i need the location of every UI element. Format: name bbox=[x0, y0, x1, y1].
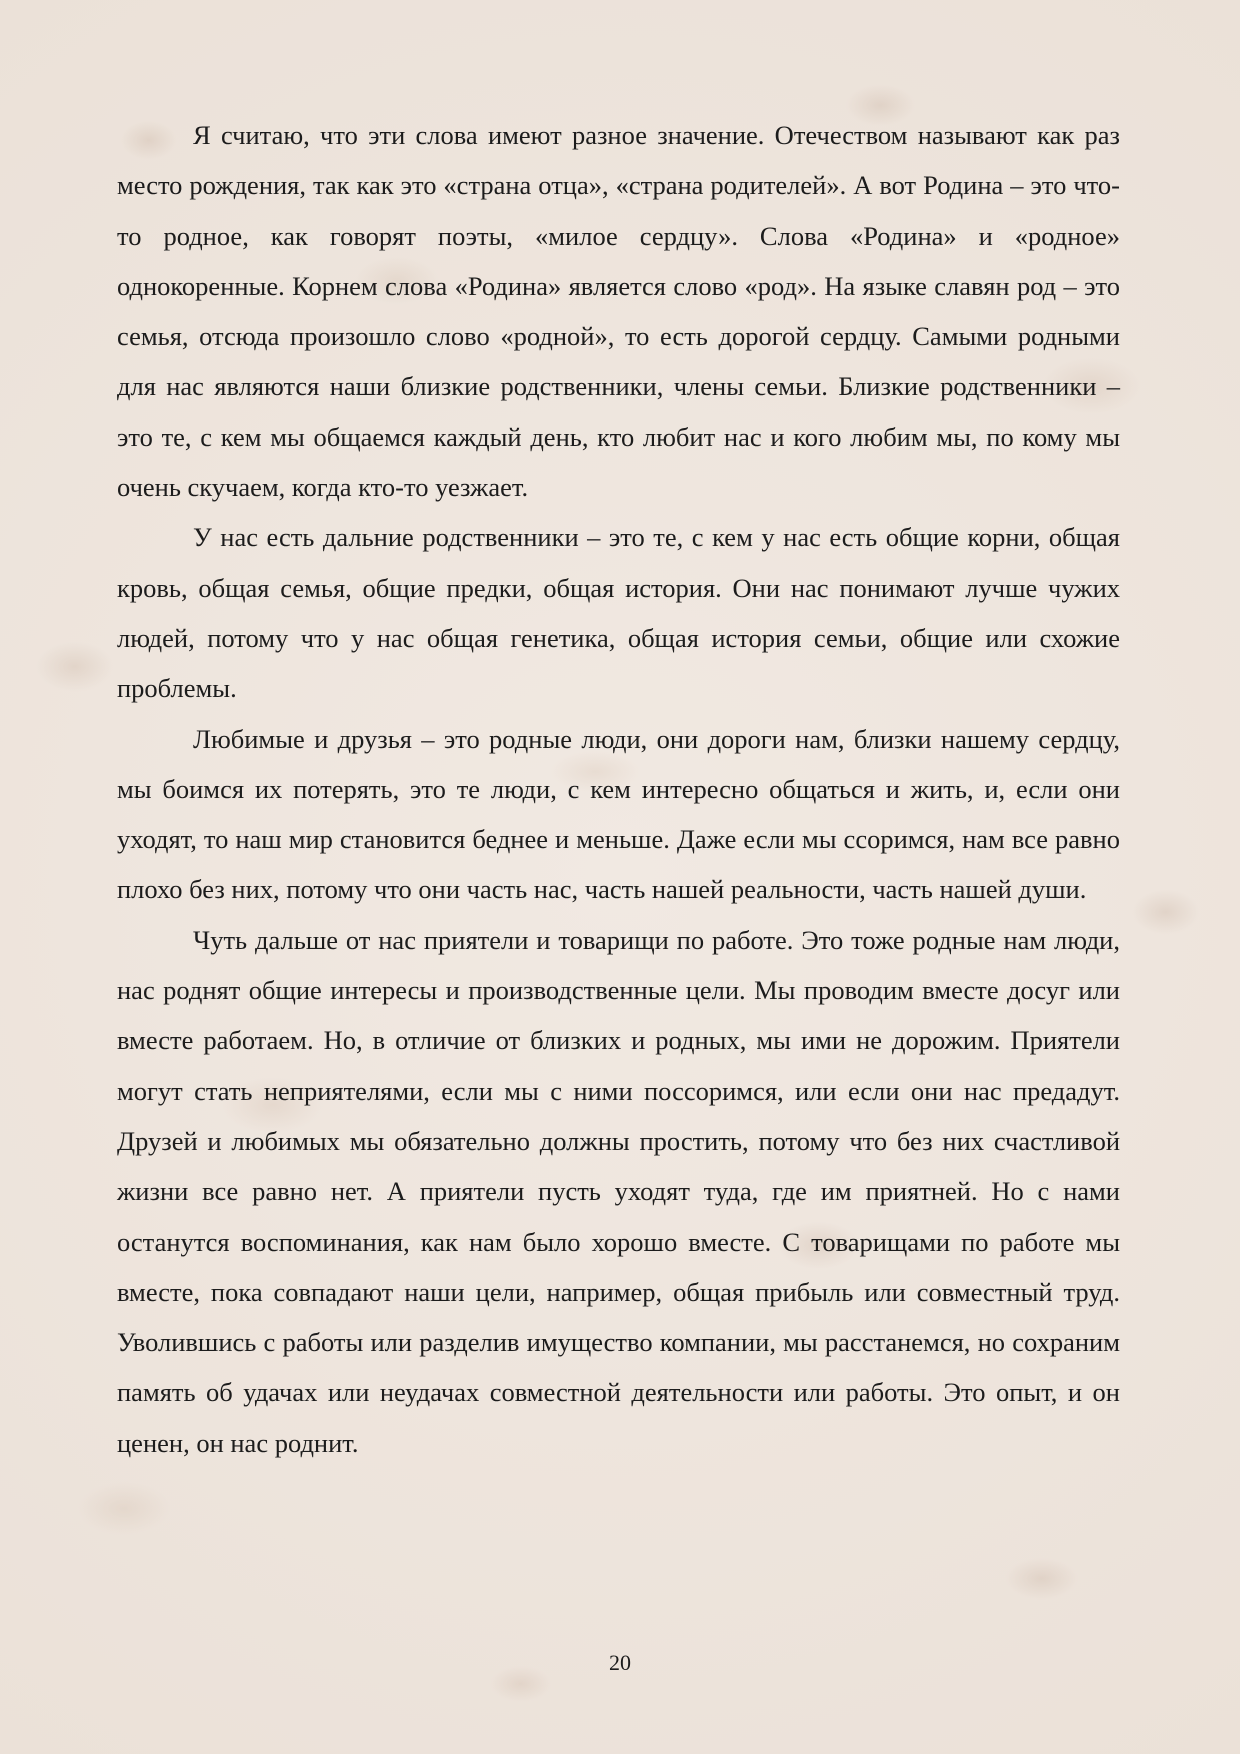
paragraph-3: Любимые и друзья – это родные люди, они дороги нам, близки нашему сердцу, мы боимся их потерять, это те люди, с кем интересно общаться и жить, и, если они уходят, то наш мир становится беднее и меньше. Даже если мы ссоримся, нам все равно плохо без них, потому что они часть нас, часть нашей реальности, часть нашей души. bbox=[117, 723, 1120, 905]
page-body bbox=[117, 110, 1120, 1468]
paragraph-4: Чуть дальше от нас приятели и товарищи по работе. Это тоже родные нам люди, нас роднят общие интересы и производственные цели. Мы проводим вместе досуг или вместе работаем. Но, в отличие от близких и родных, мы ими не дорожим. Приятели могут стать неприятелями, если мы с ними поссоримся, или если они нас предадут. Друзей и любимых мы обязательно должны простить, потому что без них счастливой жизни все равно нет. А приятели пусть уходят туда, где им приятней. Но с нами останутся воспоминания, как нам было хорошо вместе. С товарищами по работе мы вместе, пока совпадают наши цели, например, общая прибыль или совместный труд. Уволившись с работы или разделив имущество компании, мы расстанемся, но сохраним память об удачах или неудачах совместной деятельности или работы. Это опыт, и он ценен, он нас роднит. bbox=[117, 924, 1120, 1458]
page-number: 20 bbox=[609, 1650, 631, 1675]
paragraph-2: У нас есть дальние родственники – это те, с кем у нас есть общие корни, общая кровь, общая семья, общие предки, общая история. Они нас понимают лучше чужих людей, потому что у нас общая генетика, общая история семьи, общие или схожие проблемы. bbox=[117, 522, 1120, 704]
paragraph-1: Я считаю, что эти слова имеют разное значение. Отечеством называют как раз место рождения, так как это «страна отца», «страна родителей». А вот Родина – это что-то родное, как говорят поэты, «милое сердцу». Слова «Родина» и «родное» однокоренные. Корнем слова «Родина» является слово «род». На языке славян род – это семья, отсюда произошло слово «родной», то есть дорогой сердцу. Самыми родными для нас являются наши близкие родственники, члены семьи. Близкие родственники – это те, с кем мы общаемся каждый день, кто любит нас и кого любим мы, по кому мы очень скучаем, когда кто-то уезжает. bbox=[117, 120, 1120, 503]
